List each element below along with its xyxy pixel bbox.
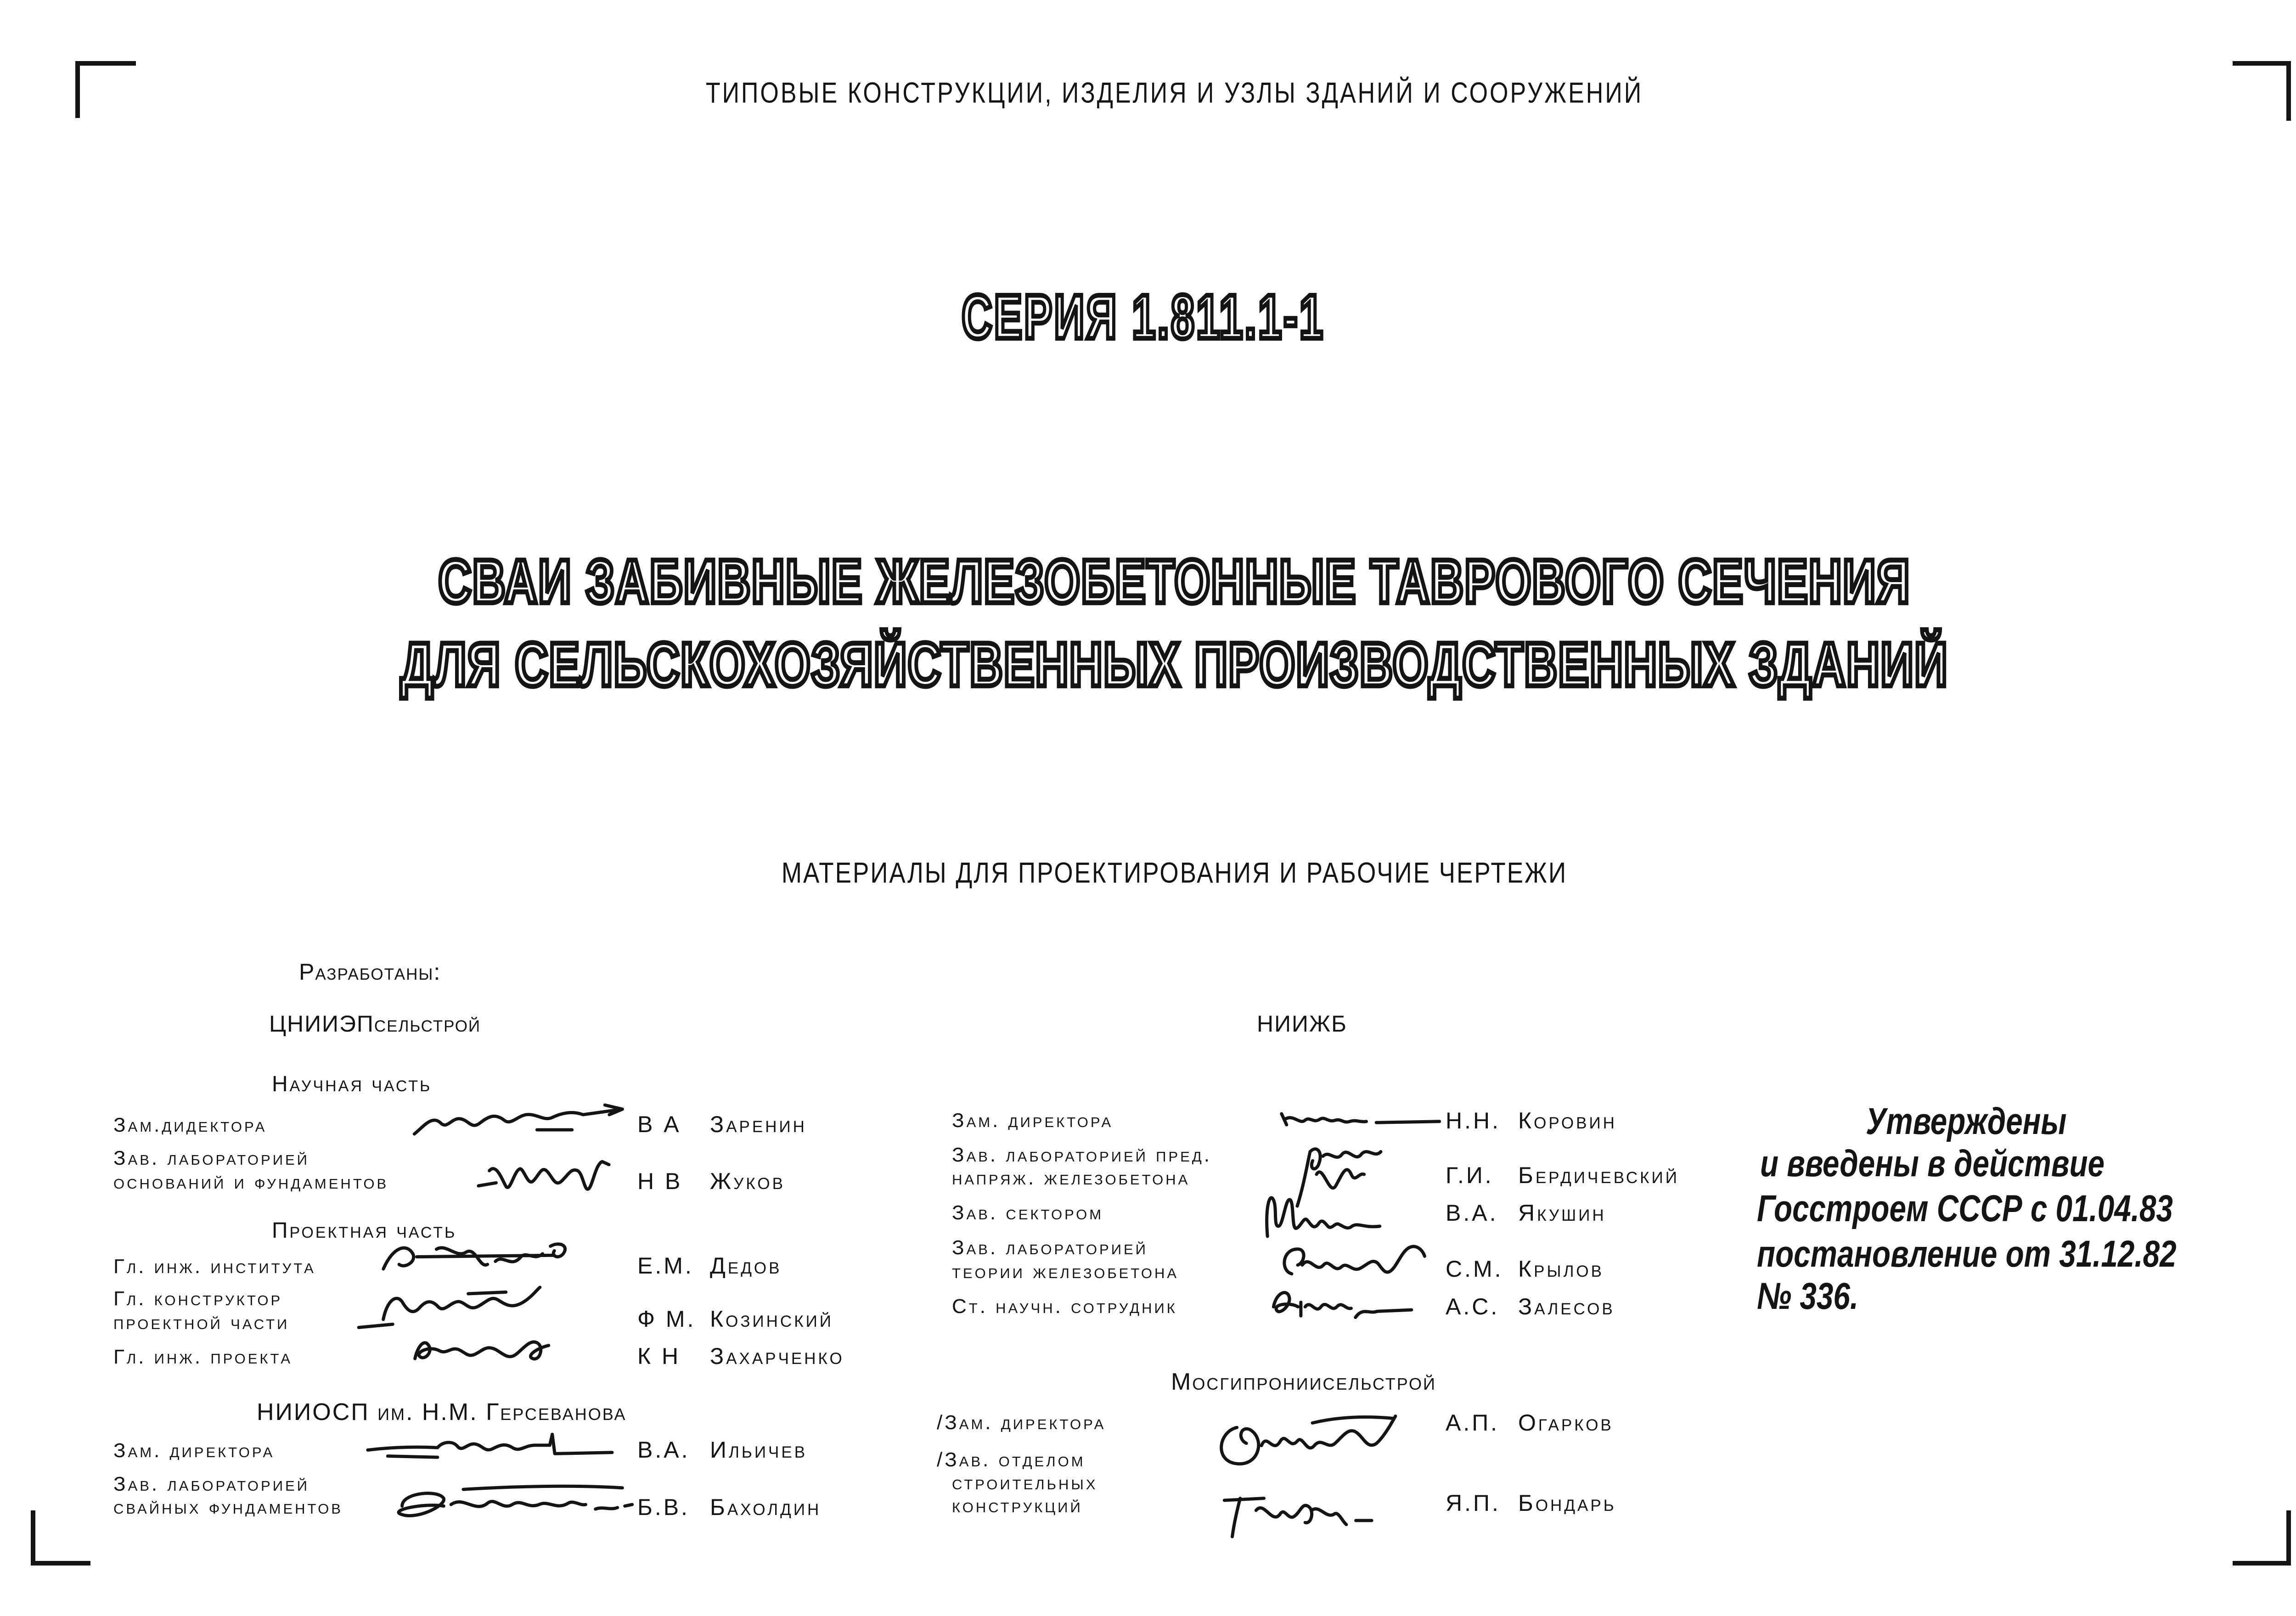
document-title-line-2 [0,630,2296,700]
corner-mark-bottom-right-v [2286,1510,2291,1566]
title-line-1-text: СВАИ ЗАБИВНЫЕ ЖЕЛЕЗОБЕТОННЫЕ ТАВРОВОГО СЕЧЕНИЯ [438,547,1911,617]
approval-line-1: Утверждены [1866,1100,2067,1142]
position-line: Зав. лабораторией [113,1147,310,1169]
position-line: оснований и фундаментов [113,1171,389,1193]
person-initials: А.П. [1446,1410,1500,1436]
subtitle-text: МАТЕРИАЛЫ ДЛЯ ПРОЕКТИРОВАНИЯ И РАБОЧИЕ ЧЕРТЕЖИ [781,857,1568,889]
document-title-line-1 [0,547,2296,617]
org-niizhb: НИИЖБ [1257,1011,1347,1037]
position-line: Гл. инж. института [113,1255,316,1278]
position-line: Гл. конструктор [113,1287,283,1310]
person-initials: Г.И. [1446,1162,1494,1188]
signature-krylov [1277,1239,1428,1291]
person-surname: Огарков [1518,1410,1614,1436]
position-label [952,1295,1177,1319]
org-niiosp: НИИОСП им. Н.М. Герсеванова [257,1399,627,1425]
person-initials: К Н [637,1343,681,1369]
position-label [113,1473,343,1519]
signature-bakholdin [390,1483,635,1529]
corner-mark-bottom-right-h [2233,1561,2291,1566]
position-line: строительных [952,1471,1098,1494]
position-line: Зам. директора [952,1109,1114,1132]
person-surname: Бондарь [1518,1490,1616,1516]
position-label [952,1201,1103,1225]
position-line: Зам.дидектора [113,1114,267,1136]
position-label [113,1255,316,1279]
signature-ogarkov [1209,1405,1397,1473]
document-subtitle [0,857,2296,889]
signature-zhukov [476,1156,612,1201]
person-initials: Ф М. [637,1306,696,1332]
approval-line-5: № 336. [1757,1275,1859,1317]
position-label [113,1146,388,1194]
position-line: Зам. директора [113,1439,275,1462]
person-initials: Я.П. [1446,1490,1501,1516]
title-line-2-text: ДЛЯ СЕЛЬСКОХОЗЯЙСТВЕННЫХ ПРОИЗВОДСТВЕННЫХ ЗДАНИЙ [400,630,1948,700]
org-mosgiproniiselstroy: Мосгипрониисельстрой [1171,1369,1436,1395]
position-label [113,1439,275,1463]
org-tsniiep: ЦНИИЭПсельстрой [269,1011,481,1037]
position-label [952,1109,1113,1133]
position-line: проектной части [113,1311,290,1334]
signature-zakharchenko [408,1332,551,1372]
person-initials: В.А. [637,1437,690,1463]
person-initials: А.С. [1446,1294,1500,1319]
person-initials: Е.М. [637,1253,694,1279]
corner-mark-bottom-left-v [31,1510,35,1566]
signature-zalesov [1269,1284,1413,1330]
person-surname: Якушин [1518,1200,1606,1226]
position-line: Зав. лабораторией пред. [952,1144,1212,1166]
person-surname: Ильичев [710,1437,808,1463]
approval-line-2: и введены в действие [1760,1143,2105,1184]
signature-dedov [377,1239,574,1284]
position-line: конструкций [952,1494,1083,1517]
series-number-text: СЕРИЯ 1.811.1-1 [962,282,1325,352]
person-initials: Н В [637,1168,683,1194]
person-surname: Бердичевский [1518,1162,1679,1188]
person-surname: Захарченко [710,1343,844,1369]
position-label [937,1448,1098,1517]
approval-line-4: постановление от 31.12.82 [1757,1233,2177,1275]
person-initials: Б.В. [637,1494,690,1520]
section-design: Проектная часть [272,1218,457,1243]
person-surname: Козинский [710,1306,833,1332]
person-surname: Заренин [710,1111,807,1137]
person-surname: Крылов [1518,1256,1604,1282]
person-initials: В А [637,1111,681,1137]
series-category-text: ТИПОВЫЕ КОНСТРУКЦИИ, ИЗДЕЛИЯ И УЗЛЫ ЗДАНИЙ И СООРУЖЕНИЙ [705,77,1643,110]
person-initials: С.М. [1446,1256,1503,1282]
position-label [952,1144,1212,1190]
signature-zarenin [408,1100,627,1141]
signature-yakushin [1261,1186,1382,1246]
person-surname: Бахолдин [710,1494,822,1520]
position-label [113,1113,267,1137]
position-label [937,1411,1106,1435]
person-initials: В.А. [1446,1200,1498,1226]
position-line: /Зав. отделом [937,1448,1086,1471]
corner-mark-bottom-left-h [31,1561,90,1566]
position-line: Зав. лабораторией [113,1473,310,1495]
position-line: Зав. сектором [952,1201,1104,1224]
person-surname: Дедов [710,1253,782,1279]
position-line: напряж. железобетона [952,1167,1190,1189]
position-line: /Зам. директора [937,1411,1106,1434]
person-surname: Коровин [1518,1108,1617,1133]
series-category-header [0,77,2296,110]
position-label [113,1287,289,1335]
position-line: свайных фундаментов [113,1496,343,1518]
person-initials: Н.Н. [1446,1108,1501,1133]
position-line: Зав. лабораторией [952,1236,1148,1259]
approval-line-3: Госстроем СССР с 01.04.83 [1757,1188,2173,1229]
corner-mark-top-right-h [2233,61,2291,66]
section-science: Научная часть [272,1072,432,1096]
position-label [113,1345,293,1369]
person-surname: Залесов [1518,1294,1615,1319]
position-line: Ст. научн. сотрудник [952,1295,1177,1318]
corner-mark-top-left-h [75,61,136,66]
position-line: теории железобетона [952,1260,1179,1283]
signature-kozinsky [355,1284,544,1332]
position-label [952,1236,1179,1284]
person-surname: Жуков [710,1168,785,1194]
signature-ilichev [363,1432,612,1468]
position-line: Гл. инж. проекта [113,1346,293,1368]
signature-korovin [1277,1103,1443,1136]
series-number [0,282,2286,352]
signature-bondar [1216,1480,1375,1541]
developed-by-label: Разработаны: [299,959,441,985]
